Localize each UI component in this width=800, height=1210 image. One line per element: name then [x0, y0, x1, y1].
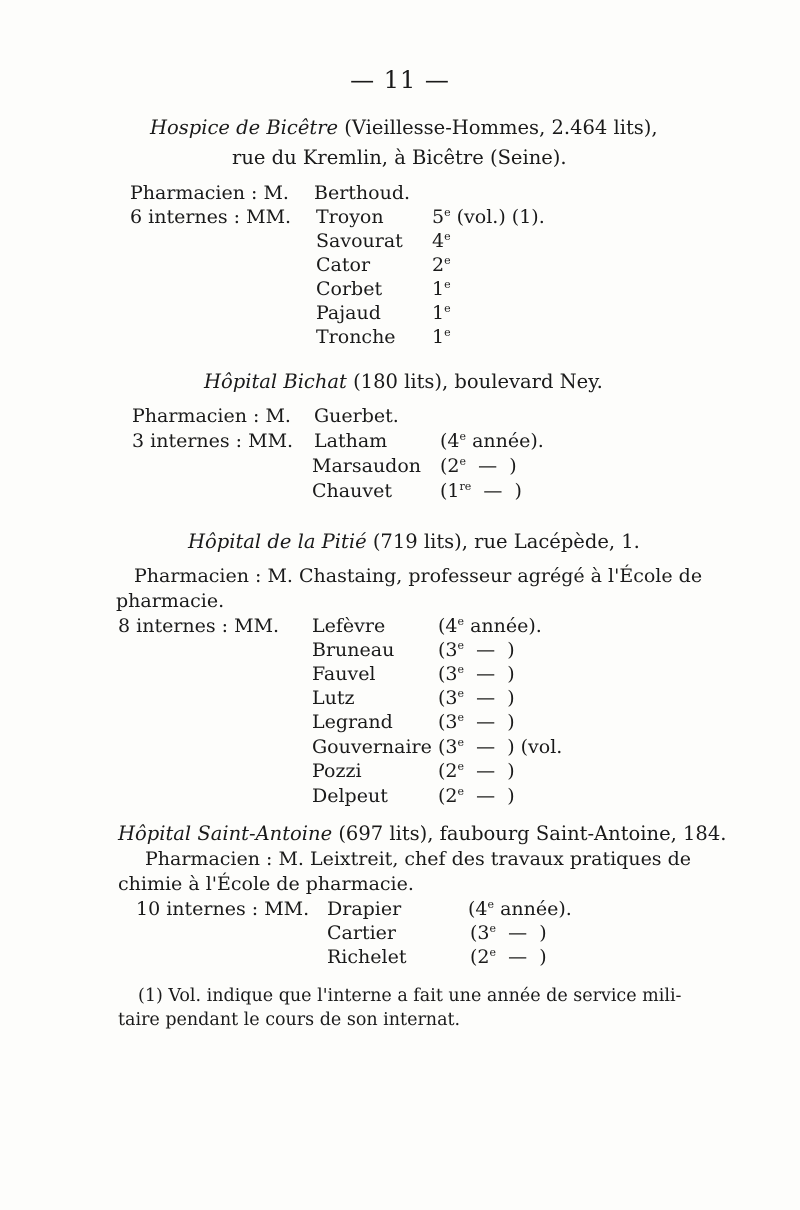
- intern-year: (4e année).: [468, 898, 572, 920]
- pharmacist-name: Guerbet.: [314, 405, 399, 427]
- page-number: — 11 —: [350, 66, 450, 94]
- section-title-rest: (180 lits), boulevard Ney.: [346, 370, 603, 393]
- pharmacist-label: Pharmacien : M.: [132, 405, 291, 427]
- pharmacist-line: pharmacie.: [116, 590, 225, 612]
- intern-year: 1e: [432, 326, 451, 348]
- intern-name: Legrand: [312, 711, 393, 733]
- footnote-line: (1) Vol. indique que l'interne a fait une année de service mili-: [138, 986, 682, 1006]
- interns-label: 6 internes : MM.: [130, 206, 292, 228]
- section-bichat-heading: [204, 370, 603, 393]
- intern-name: Richelet: [327, 946, 407, 968]
- intern-name: Lutz: [312, 687, 355, 709]
- section-title: Hôpital Bichat: [204, 370, 347, 393]
- intern-name: Chauvet: [312, 480, 392, 502]
- section-address: rue du Kremlin, à Bicêtre (Seine).: [232, 146, 567, 169]
- section-bicetre-heading: [150, 116, 658, 139]
- intern-year: (4e année).: [440, 430, 544, 452]
- intern-name: Corbet: [316, 278, 383, 300]
- intern-year: (3e — ): [438, 687, 515, 709]
- interns-label: 8 internes : MM.: [118, 615, 280, 637]
- footnote-line: taire pendant le cours de son internat.: [118, 1010, 461, 1030]
- section-title: Hôpital de la Pitié: [188, 530, 367, 553]
- intern-year: 4e: [432, 230, 451, 252]
- intern-name: Cartier: [327, 922, 396, 944]
- intern-name: Latham: [314, 430, 388, 452]
- section-title: Hôpital Saint-Antoine: [118, 822, 333, 845]
- intern-name: Pajaud: [316, 302, 381, 324]
- intern-year: (1re — ): [440, 480, 522, 502]
- intern-name: Pozzi: [312, 760, 362, 782]
- intern-name: Lefèvre: [312, 615, 386, 637]
- pharmacist-line: chimie à l'École de pharmacie.: [118, 873, 414, 895]
- section-pitie-heading: [188, 530, 640, 553]
- intern-name: Fauvel: [312, 663, 376, 685]
- intern-year: 2e: [432, 254, 451, 276]
- pharmacist-name: Berthoud.: [314, 182, 411, 204]
- intern-year: (3e — ) (vol.: [438, 736, 563, 758]
- interns-label: 3 internes : MM.: [132, 430, 294, 452]
- intern-name: Delpeut: [312, 785, 388, 807]
- intern-year: 1e: [432, 302, 451, 324]
- intern-year: (3e — ): [438, 711, 515, 733]
- section-title: Hospice de Bicêtre: [150, 116, 339, 139]
- intern-name: Troyon: [316, 206, 384, 228]
- intern-name: Savourat: [316, 230, 403, 252]
- intern-year: (2e — ): [438, 760, 515, 782]
- intern-year: (3e — ): [470, 922, 547, 944]
- intern-year: (2e — ): [438, 785, 515, 807]
- pharmacist-line: Pharmacien : M. Leixtreit, chef des travaux pratiques de: [145, 848, 692, 870]
- intern-name: Cator: [316, 254, 371, 276]
- intern-year: (2e — ): [470, 946, 547, 968]
- section-title-rest: (Vieillesse-Hommes, 2.464 lits),: [338, 116, 658, 139]
- section-title-rest: (719 lits), rue Lacépède, 1.: [366, 530, 640, 553]
- intern-name: Tronche: [316, 326, 396, 348]
- intern-year: 1e: [432, 278, 451, 300]
- intern-name: Gouvernaire: [312, 736, 432, 758]
- pharmacist-line: Pharmacien : M. Chastaing, professeur agrégé à l'École de: [134, 565, 703, 587]
- section-title-rest: (697 lits), faubourg Saint-Antoine, 184.: [332, 822, 727, 845]
- pharmacist-label: Pharmacien : M.: [130, 182, 289, 204]
- intern-year: (3e — ): [438, 639, 515, 661]
- intern-name: Drapier: [327, 898, 402, 920]
- intern-name: Marsaudon: [312, 455, 422, 477]
- intern-year: (2e — ): [440, 455, 517, 477]
- intern-name: Bruneau: [312, 639, 395, 661]
- intern-year: (3e — ): [438, 663, 515, 685]
- section-saint-antoine-heading: [118, 822, 726, 845]
- intern-year: 5e (vol.) (1).: [432, 206, 545, 228]
- interns-label: 10 internes : MM.: [136, 898, 310, 920]
- intern-year: (4e année).: [438, 615, 542, 637]
